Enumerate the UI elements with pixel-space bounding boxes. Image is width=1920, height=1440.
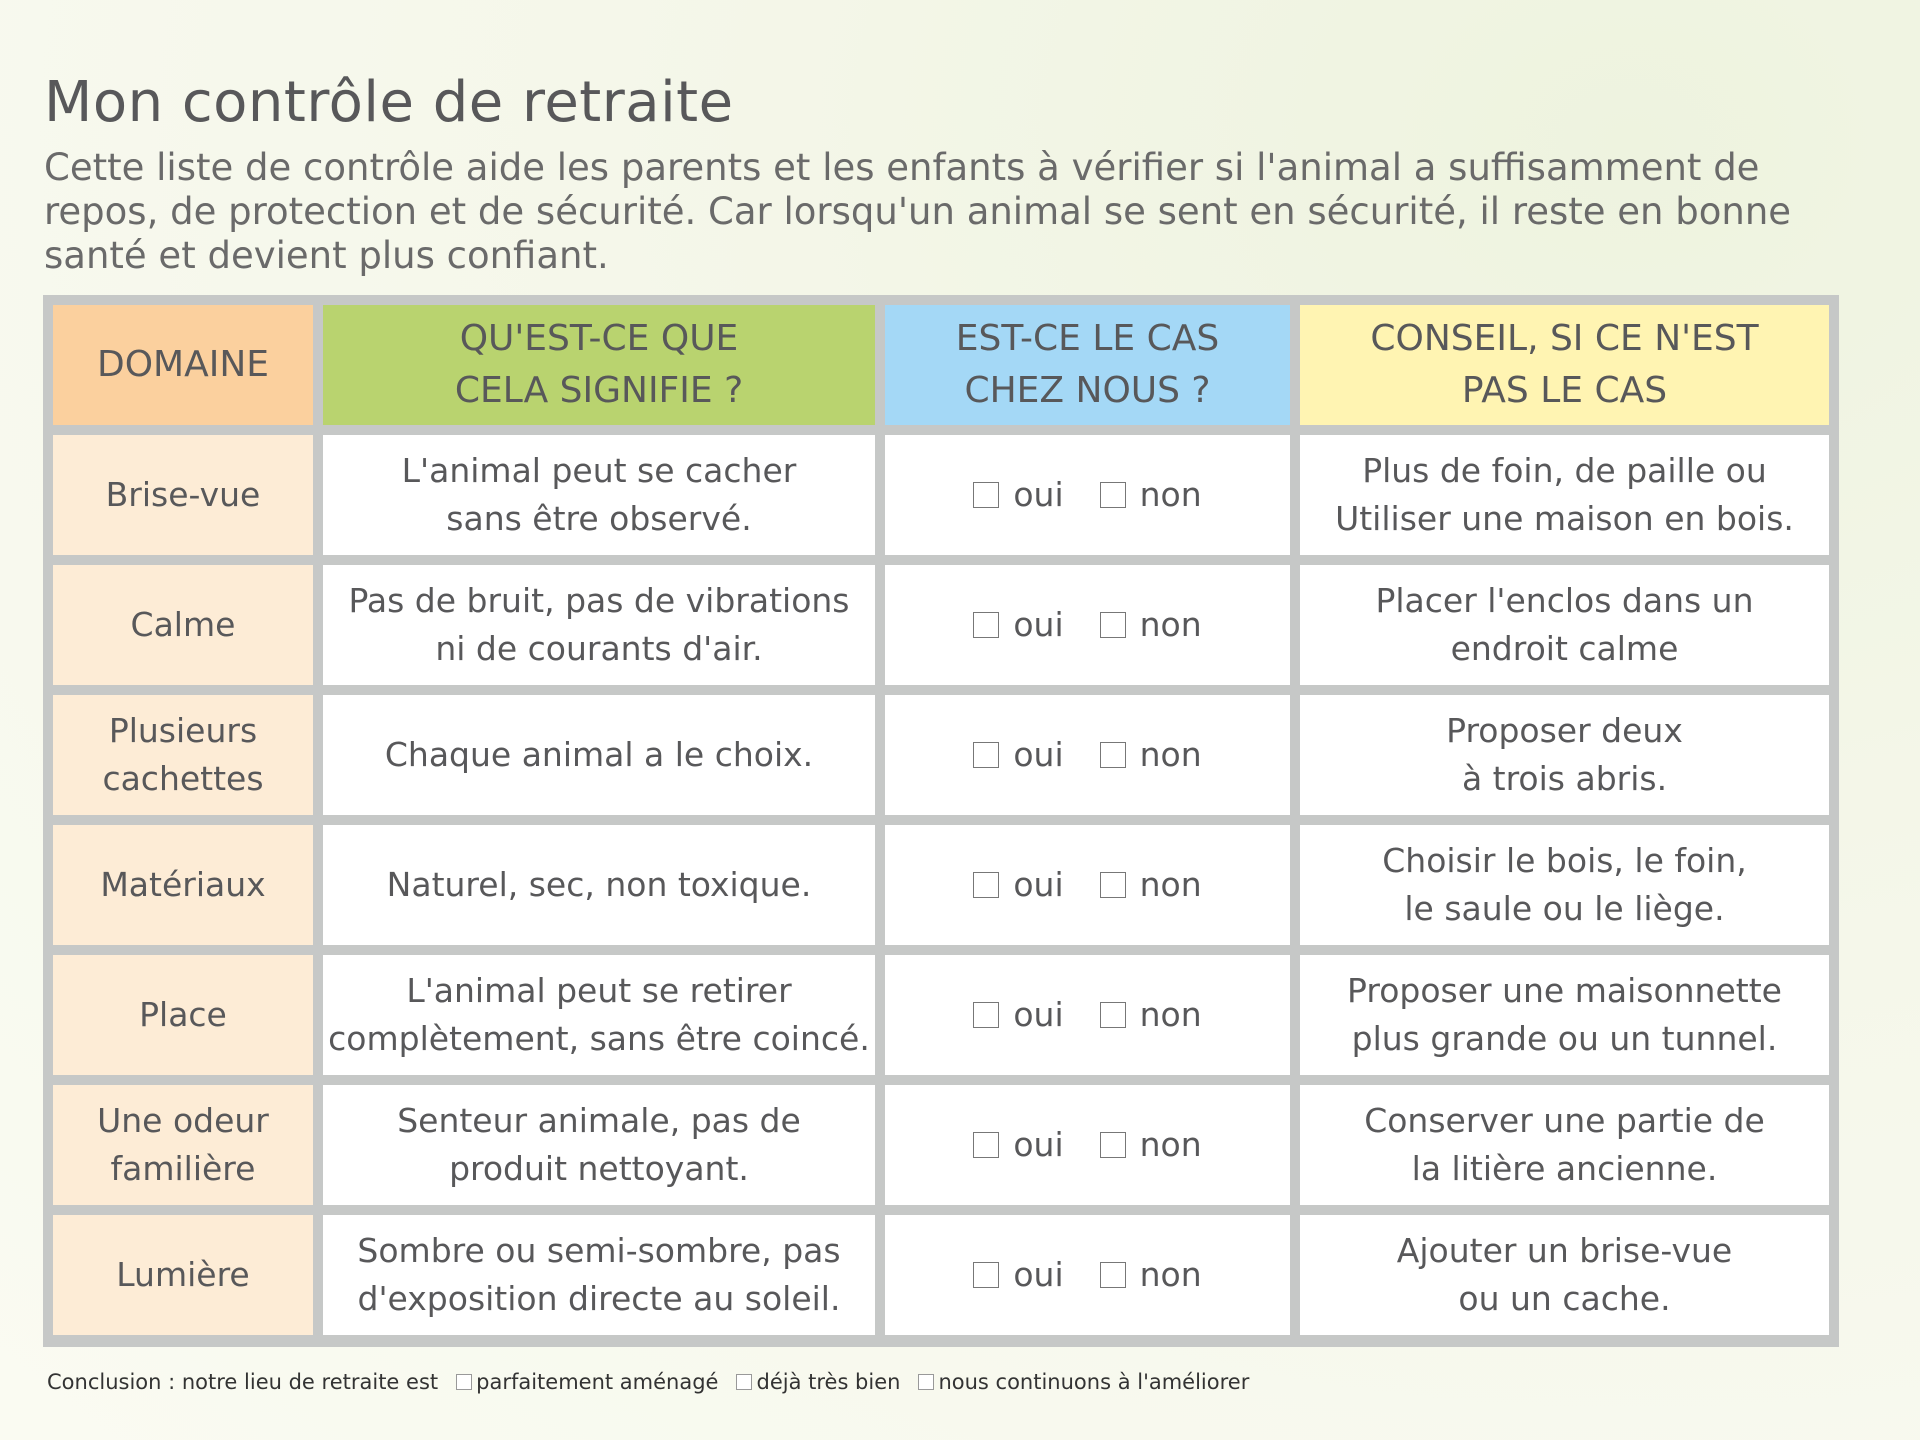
row-advice: Plus de foin, de paille ou Utiliser une maison en bois. — [1300, 435, 1829, 555]
row-advice: Proposer deux à trois abris. — [1300, 695, 1829, 815]
checkbox-no[interactable] — [1100, 1002, 1126, 1028]
option-yes[interactable] — [973, 1251, 1063, 1299]
option-yes[interactable] — [973, 601, 1063, 649]
row-meaning: Senteur animale, pas de produit nettoyant. — [323, 1085, 875, 1205]
checkbox-no[interactable] — [1100, 1262, 1126, 1288]
option-no[interactable] — [1100, 861, 1202, 909]
label-no: non — [1139, 995, 1202, 1034]
row-advice: Proposer une maisonnette plus grande ou un tunnel. — [1300, 955, 1829, 1075]
row-meaning: Pas de bruit, pas de vibrations ni de courants d'air. — [323, 565, 875, 685]
option-no[interactable] — [1100, 601, 1202, 649]
table-row — [53, 955, 1829, 1075]
row-meaning: Naturel, sec, non toxique. — [323, 825, 875, 945]
label-yes: oui — [1013, 475, 1064, 514]
row-meaning: Sombre ou semi-sombre, pas d'exposition directe au soleil. — [323, 1215, 875, 1335]
row-meaning: L'animal peut se retirer complètement, sans être coincé. — [323, 955, 875, 1075]
checkbox-yes[interactable] — [973, 612, 999, 638]
table-header — [53, 305, 1829, 425]
row-domain: Calme — [53, 565, 313, 685]
table-row — [53, 695, 1829, 815]
row-status — [885, 435, 1290, 555]
table-row — [53, 1085, 1829, 1205]
row-status — [885, 1085, 1290, 1205]
option-yes[interactable] — [973, 471, 1063, 519]
header-status: EST-CE LE CAS CHEZ NOUS ? — [885, 305, 1290, 425]
label-yes: oui — [1013, 865, 1064, 904]
row-status — [885, 1215, 1290, 1335]
label-no: non — [1139, 605, 1202, 644]
row-status — [885, 565, 1290, 685]
checkbox-yes[interactable] — [973, 482, 999, 508]
label-yes: oui — [1013, 735, 1064, 774]
row-domain: Matériaux — [53, 825, 313, 945]
label-yes: oui — [1013, 1125, 1064, 1164]
option-yes[interactable] — [973, 991, 1063, 1039]
header-meaning: QU'EST-CE QUE CELA SIGNIFIE ? — [323, 305, 875, 425]
checkbox-yes[interactable] — [973, 1132, 999, 1158]
checkbox-yes[interactable] — [973, 742, 999, 768]
label-no: non — [1139, 475, 1202, 514]
checkbox-yes[interactable] — [973, 1262, 999, 1288]
table-row — [53, 825, 1829, 945]
row-advice: Placer l'enclos dans un endroit calme — [1300, 565, 1829, 685]
conclusion — [47, 1370, 1249, 1394]
row-domain: Place — [53, 955, 313, 1075]
table-row — [53, 1215, 1829, 1335]
checkbox-very-good[interactable] — [736, 1374, 752, 1390]
row-advice: Choisir le bois, le foin, le saule ou le liège. — [1300, 825, 1829, 945]
option-very-good: déjà très bien — [756, 1370, 901, 1394]
row-meaning: Chaque animal a le choix. — [323, 695, 875, 815]
option-yes[interactable] — [973, 861, 1063, 909]
row-status — [885, 955, 1290, 1075]
row-domain: Plusieurs cachettes — [53, 695, 313, 815]
option-yes[interactable] — [973, 1121, 1063, 1169]
option-no[interactable] — [1100, 991, 1202, 1039]
table-row — [53, 435, 1829, 555]
page-description: Cette liste de contrôle aide les parents et les enfants à vérifier si l'animal a suffisamment de repos, de protection et de sécurité. Car lorsqu'un animal se sent en sécurité, il reste en bonne santé et devient plus confiant. — [44, 146, 1792, 277]
page-title: Mon contrôle de retraite — [44, 70, 734, 135]
checklist-table — [43, 295, 1839, 1347]
label-yes: oui — [1013, 605, 1064, 644]
label-yes: oui — [1013, 995, 1064, 1034]
label-no: non — [1139, 735, 1202, 774]
label-no: non — [1139, 1125, 1202, 1164]
row-status — [885, 825, 1290, 945]
option-no[interactable] — [1100, 471, 1202, 519]
table-row — [53, 565, 1829, 685]
checkbox-no[interactable] — [1100, 482, 1126, 508]
checkbox-yes[interactable] — [973, 1002, 999, 1028]
checkbox-perfect[interactable] — [456, 1374, 472, 1390]
header-domain: DOMAINE — [53, 305, 313, 425]
label-no: non — [1139, 865, 1202, 904]
checkbox-yes[interactable] — [973, 872, 999, 898]
row-domain: Brise-vue — [53, 435, 313, 555]
header-advice: CONSEIL, SI CE N'EST PAS LE CAS — [1300, 305, 1829, 425]
row-domain: Lumière — [53, 1215, 313, 1335]
option-no[interactable] — [1100, 731, 1202, 779]
row-advice: Ajouter un brise-vue ou un cache. — [1300, 1215, 1829, 1335]
option-yes[interactable] — [973, 731, 1063, 779]
option-no[interactable] — [1100, 1251, 1202, 1299]
row-meaning: L'animal peut se cacher sans être observé. — [323, 435, 875, 555]
label-yes: oui — [1013, 1255, 1064, 1294]
checkbox-no[interactable] — [1100, 1132, 1126, 1158]
row-advice: Conserver une partie de la litière ancienne. — [1300, 1085, 1829, 1205]
row-status — [885, 695, 1290, 815]
conclusion-label: Conclusion : notre lieu de retraite est — [47, 1370, 439, 1394]
option-perfect: parfaitement aménagé — [476, 1370, 719, 1394]
checkbox-no[interactable] — [1100, 612, 1126, 638]
checkbox-no[interactable] — [1100, 742, 1126, 768]
checkbox-no[interactable] — [1100, 872, 1126, 898]
row-domain: Une odeur familière — [53, 1085, 313, 1205]
option-improving: nous continuons à l'améliorer — [938, 1370, 1250, 1394]
option-no[interactable] — [1100, 1121, 1202, 1169]
checkbox-improving[interactable] — [918, 1374, 934, 1390]
label-no: non — [1139, 1255, 1202, 1294]
